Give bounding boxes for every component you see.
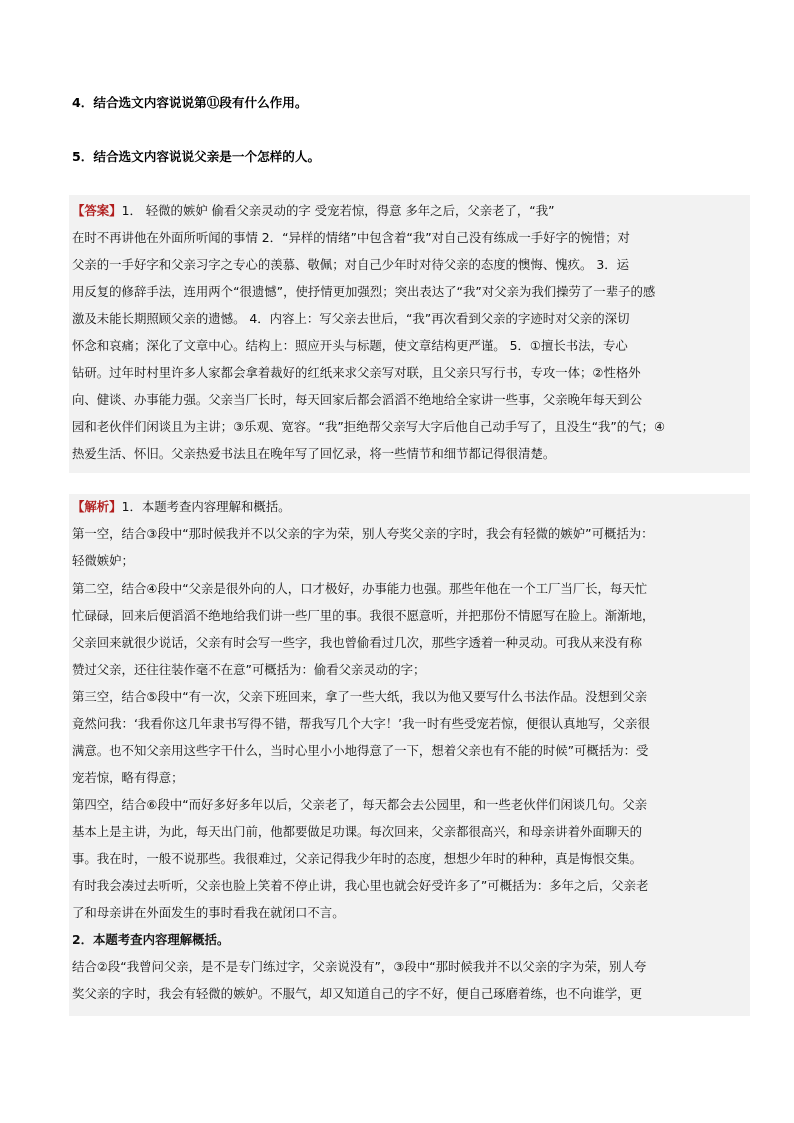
- analysis-line: 【解析】1．本题考查内容理解和概括。: [72, 499, 291, 514]
- answer-line: 在时不再讲他在外面所听闻的事情 2．“异样的情绪”中包含着“我”对自己没有练成一手好字的惋惜；对: [72, 230, 630, 245]
- answer-line: 用反复的修辞手法，连用两个“很遗憾”，使抒情更加强烈；突出表达了“我”对父亲为我们操劳了一辈子的感: [72, 284, 656, 299]
- analysis-line: 事。我在时，一般不说那些。我很难过，父亲记得我少年时的态度，想想少年时的种种，真是悔恨交集。: [72, 851, 642, 866]
- answer-line: 园和老伙伴们闲谈且为主讲；③乐观、宽容。“我”拒绝帮父亲写大字后他自己动手写了，且没生“我”的气；④: [72, 419, 666, 434]
- answer-line: 向、健谈、办事能力强。父亲当厂长时，每天回家后都会滔滔不绝地给全家讲一些事，父亲晚年每天到公: [72, 392, 642, 407]
- analysis-line: 了和母亲讲在外面发生的事时看我在就闭口不言。: [72, 905, 345, 920]
- analysis-line: 第二空，结合④段中“父亲是很外向的人，口才极好，办事能力也强。那些年他在一个工厂当厂长，每天忙: [72, 581, 648, 596]
- analysis-line: 父亲回来就很少说话，父亲有时会写一些字，我也曾偷看过几次，那些字透着一种灵动。可我从来没有称: [72, 635, 642, 650]
- analysis-line: 赞过父亲，还往往装作毫不在意”可概括为：偷看父亲灵动的字；: [72, 662, 426, 677]
- analysis-line: 忙碌碌，回来后便滔滔不绝地给我们讲一些厂里的事。我很不愿意听，并把那份不情愿写在脸上。渐渐地，: [72, 608, 655, 623]
- answer-line: 怀念和哀痛；深化了文章中心。结构上：照应开头与标题，使文章结构更严谨。 5．①擅长书法，专心: [72, 338, 628, 353]
- analysis-line: 轻微嫉妒；: [72, 553, 134, 568]
- analysis-line: 有时我会凑过去听听，父亲也脸上笑着不停止讲，我心里也就会好受许多了”可概括为：多年之后，父亲老: [72, 878, 649, 893]
- analysis-line: 结合②段“我曾问父亲，是不是专门练过字，父亲说没有”，③段中“那时候我并不以父亲的字为荣，别人夸: [72, 959, 647, 974]
- question-5: 5．结合选文内容说说父亲是一个怎样的人。: [72, 149, 321, 164]
- analysis-line: 第四空，结合⑥段中“而好多好多年以后，父亲老了，每天都会去公园里，和一些老伙伴们闲谈几句。父亲: [72, 797, 648, 812]
- analysis-line: 第一空，结合③段中“那时候我并不以父亲的字为荣，别人夸奖父亲的字时，我会有轻微的嫉妒”可概括为：: [72, 526, 654, 541]
- answer-line: 热爱生活、怀旧。父亲热爱书法且在晚年写了回忆录，将一些情节和细节都记得很清楚。: [72, 446, 556, 461]
- analysis-line: 奖父亲的字时，我会有轻微的嫉妒。不服气，却又知道自己的字不好，便自己琢磨着练，也不向谁学，更: [72, 986, 642, 1001]
- analysis-line: 2．本题考查内容理解概括。: [72, 932, 230, 947]
- analysis-line: 第三空，结合⑤段中“有一次，父亲下班回来，拿了一些大纸，我以为他又要写什么书法作品。没想到父亲: [72, 689, 648, 704]
- answer-line: 激及未能长期照顾父亲的遗憾。 4．内容上：写父亲去世后，“我”再次看到父亲的字迹时对父亲的深切: [72, 311, 630, 326]
- analysis-line: 满意。也不知父亲用这些字干什么，当时心里小小地得意了一下，想着父亲也有不能的时候”可概括为：受: [72, 743, 649, 758]
- question-4: 4．结合选文内容说说第⑪段有什么作用。: [72, 95, 308, 110]
- analysis-line: 宠若惊，略有得意；: [72, 770, 184, 785]
- analysis-line: 竟然问我：‘我看你这几年隶书写得不错，帮我写几个大字！’我一时有些受宠若惊，便很认真地写，父亲很: [72, 716, 650, 731]
- analysis-line: 基本上是主讲，为此，每天出门前，他都要做足功课。每次回来，父亲都很高兴，和母亲讲着外面聊天的: [72, 824, 642, 839]
- answer-line: 钻研。过年时村里许多人家都会拿着裁好的红纸来求父亲写对联，且父亲只写行书，专攻一体；②性格外: [72, 365, 641, 380]
- answer-line: 父亲的一手好字和父亲习字之专心的羡慕、敬佩；对自己少年时对待父亲的态度的懊悔、愧疚。 3．运: [72, 257, 630, 272]
- answer-tag: 【答案】: [72, 203, 122, 218]
- answer-line: 【答案】1． 轻微的嫉妒 偷看父亲灵动的字 受宠若惊，得意 多年之后，父亲老了，“我”: [72, 203, 555, 218]
- analysis-tag: 【解析】: [72, 499, 122, 514]
